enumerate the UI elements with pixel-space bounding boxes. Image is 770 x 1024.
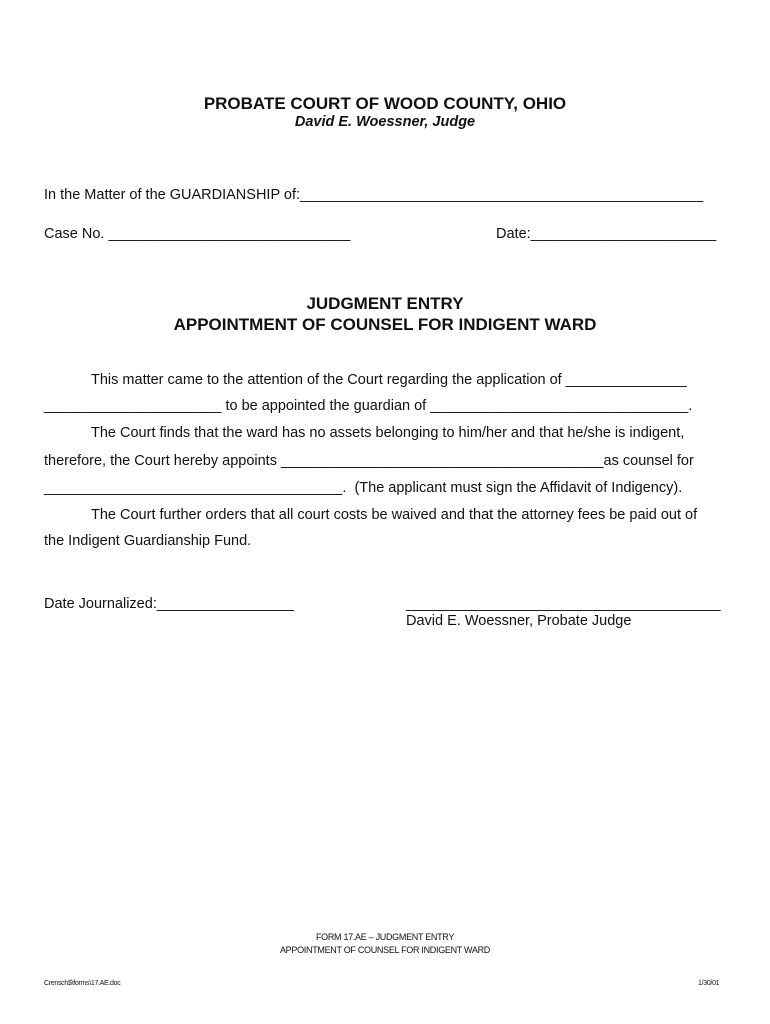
signature-line[interactable]: _______________________________________ [406,596,721,612]
body-line: the Indigent Guardianship Fund. [44,533,252,549]
judge-name: David E. Woessner, Judge [294,114,476,130]
footer-form-title: FORM 17.AE – JUDGMENT ENTRY [315,932,455,942]
guardianship-field[interactable]: In the Matter of the GUARDIANSHIP of:__________________________________________________ [44,187,704,203]
entry-title: JUDGMENT ENTRY [306,294,464,313]
body-line: The Court further orders that all court costs be waived and that the attorney fees be paid out of [91,507,698,523]
entry-subtitle: APPOINTMENT OF COUNSEL FOR INDIGENT WARD [173,315,597,334]
body-line: therefore, the Court hereby appoints ________________________________________as counsel for [44,453,694,469]
case-number-field[interactable]: Case No. ______________________________ [44,226,351,242]
signature-judge-label: David E. Woessner, Probate Judge [406,613,632,629]
body-line: _____________________________________. (The applicant must sign the Affidavit of Indigency). [44,480,683,496]
footer-file-path: Crensch$\forms\17.AE.doc [44,980,121,987]
footer-revision-date: 1/30/01 [698,980,720,987]
body-line: The Court finds that the ward has no assets belonging to him/her and that he/she is indigent, [91,425,685,441]
footer-form-subtitle: APPOINTMENT OF COUNSEL FOR INDIGENT WARD [279,945,491,955]
date-journalized-field[interactable]: Date Journalized:_________________ [44,596,294,612]
body-line: This matter came to the attention of the Court regarding the application of _______________ [91,372,687,388]
body-line: ______________________ to be appointed the guardian of ________________________________. [44,398,693,414]
date-field[interactable]: Date:_______________________ [496,226,717,242]
court-title: PROBATE COURT OF WOOD COUNTY, OHIO [203,94,567,113]
